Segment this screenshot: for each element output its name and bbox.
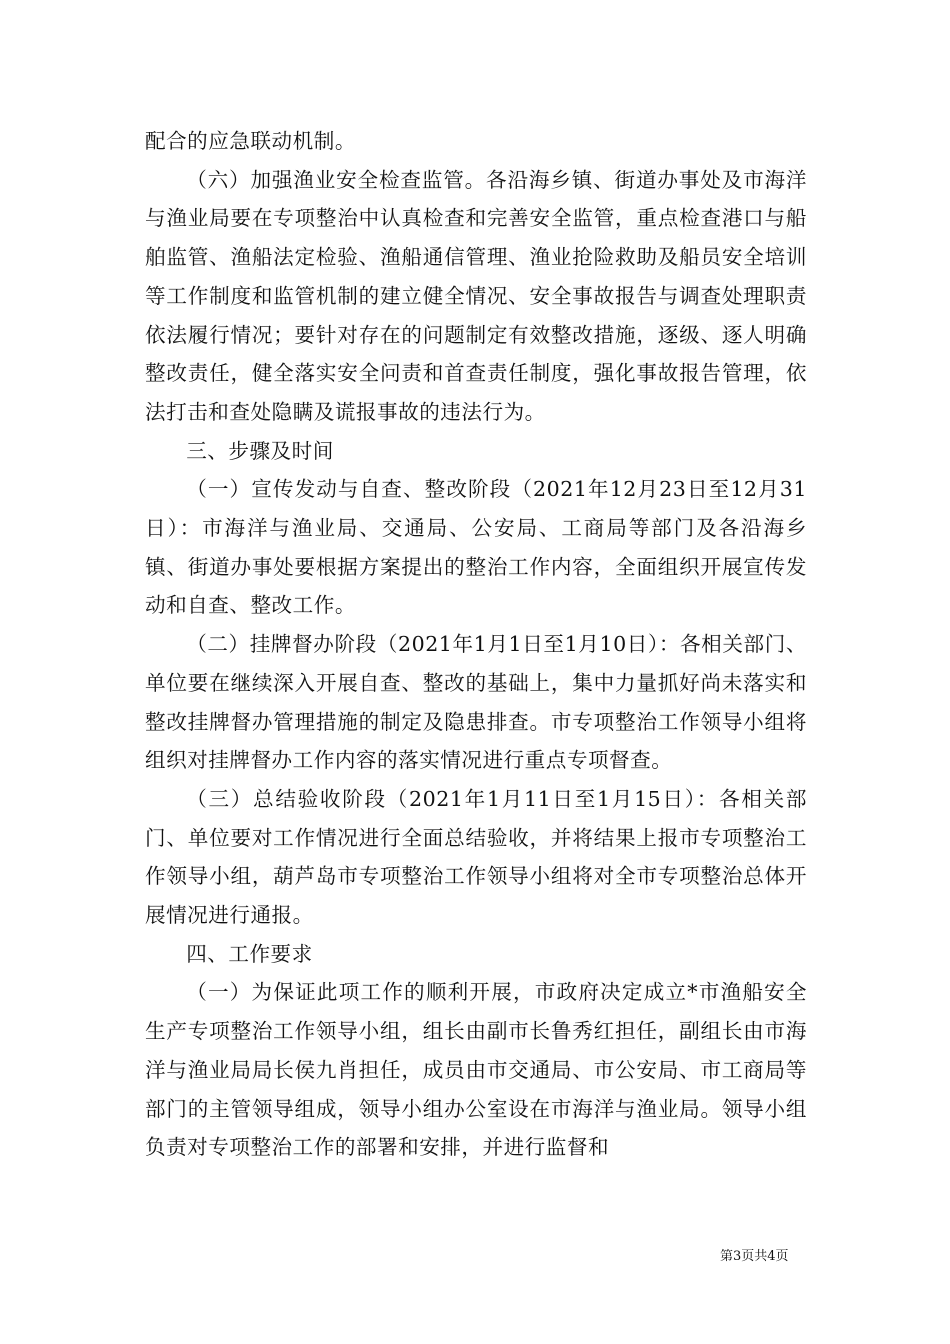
paragraph-requirement-one: （一）为保证此项工作的顺利开展，市政府决定成立*市渔船安全生产专项整治工作领导小组，组长由副市长鲁秀红担任，副组长由市海洋与渔业局局长侯九肖担任，成员由市交通局、市公安局、市工商局等部门的主管领导组成，领导小组办公室设在市海洋与渔业局。领导小组负责对专项整治工作的部署和安排，并进行监督和 — [145, 980, 807, 1160]
page-number-footer: 第3页共4页 — [720, 1249, 789, 1264]
document-body — [145, 122, 807, 1167]
paragraph-step-one: （一）宣传发动与自查、整改阶段（2021年12月23日至12月31日）：市海洋与渔业局、交通局、公安局、工商局等部门及各沿海乡镇、街道办事处要根据方案提出的整治工作内容，全面组织开展宣传发动和自查、整改工作。 — [145, 477, 807, 618]
section-heading-steps: 三、步骤及时间 — [186, 438, 334, 463]
section-heading-requirements: 四、工作要求 — [186, 941, 313, 966]
paragraph-step-two: （二）挂牌督办阶段（2021年1月1日至1月10日）：各相关部门、单位要在继续深入开展自查、整改的基础上，集中力量抓好尚未落实和整改挂牌督办管理措施的制定及隐患排查。市专项整治工作领导小组将组织对挂牌督办工作内容的落实情况进行重点专项督查。 — [145, 632, 807, 773]
paragraph-safety-inspection: （六）加强渔业安全检查监管。各沿海乡镇、街道办事处及市海洋与渔业局要在专项整治中认真检查和完善安全监管，重点检查港口与船舶监管、渔船法定检验、渔船通信管理、渔业抢险救助及船员安全培训等工作制度和监管机制的建立健全情况、安全事故报告与调查处理职责依法履行情况；要针对存在的问题制定有效整改措施，逐级、逐人明确整改责任，健全落实安全问责和首查责任制度，强化事故报告管理，依法打击和查处隐瞒及谎报事故的违法行为。 — [145, 167, 807, 424]
paragraph-continuation: 配合的应急联动机制。 — [145, 129, 356, 153]
paragraph-step-three: （三）总结验收阶段（2021年1月11日至1月15日）：各相关部门、单位要对工作情况进行全面总结验收，并将结果上报市专项整治工作领导小组，葫芦岛市专项整治工作领导小组将对全市专项整治总体开展情况进行通报。 — [145, 786, 807, 928]
